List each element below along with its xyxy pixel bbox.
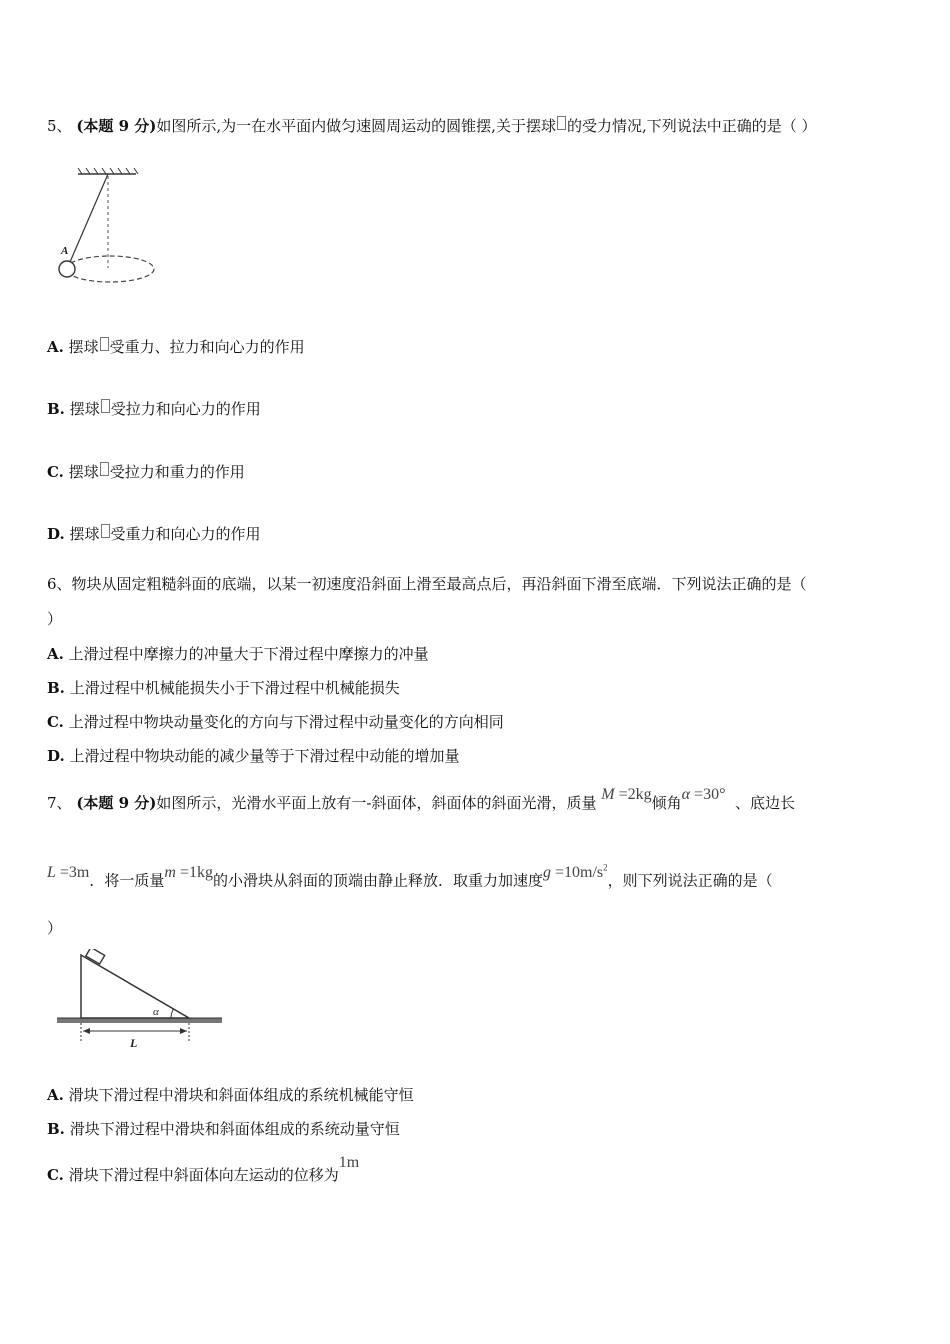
length-label: L [130,1036,138,1050]
q7-incline-figure [55,949,231,1055]
circular-path [66,256,154,282]
alpha-label: α [153,1006,159,1018]
q5-option-a: A. 摆球 受重力、拉力和向心力的作用 [47,338,305,356]
q6-option-a: A. 上滑过程中摩擦力的冲量大于下滑过程中摩擦力的冲量 [47,645,429,663]
q7-stem-end: ） [47,919,63,937]
q5-conical-pendulum-figure [52,164,164,288]
missing-glyph-icon [101,399,110,413]
ceiling-hatch [78,168,138,174]
q6-stem-end: ） [47,610,63,628]
length-expression: L =3m [47,864,90,882]
q7-option-a: A. 滑块下滑过程中滑块和斜面体组成的系统机械能守恒 [47,1086,414,1104]
q6-option-c: C. 上滑过程中物块动量变化的方向与下滑过程中动量变化的方向相同 [47,713,504,731]
missing-glyph-icon [101,524,110,538]
bob-label: A [61,245,69,257]
gravity-expression: $g =10m/s^2$ [543,863,608,882]
q7-option-c: C. 滑块下滑过程中斜面体向左运动的位移为1m [47,1154,360,1184]
q5-number: 5、 [47,117,72,135]
displacement-value: 1m [338,1154,360,1171]
q5-option-b: B. 摆球 受拉力和向心力的作用 [47,400,261,418]
missing-glyph-icon [100,337,109,351]
pendulum-bob [59,261,75,277]
q5-option-d: D. 摆球 受重力和向心力的作用 [47,525,261,543]
q5-points: (本题 9 分) [76,117,157,135]
small-mass-expression: m =1kg [164,864,213,882]
q6-option-b: B. 上滑过程中机械能损失小于下滑过程中机械能损失 [47,679,400,697]
pendulum-string [70,174,108,262]
incline-body [81,955,189,1018]
q5-stem-b: 的受力情况,下列说法中正确的是（ ） [566,117,817,135]
q7-option-b: B. 滑块下滑过程中滑块和斜面体组成的系统动量守恒 [47,1120,400,1138]
angle-expression: α =30° [681,786,726,803]
q5-stem-a: 如图所示,为一在水平面内做匀速圆周运动的圆锥摆,关于摆球 [156,117,556,135]
missing-glyph-icon [100,462,109,476]
q6-option-d: D. 上滑过程中物块动能的减少量等于下滑过程中动能的增加量 [47,747,460,765]
q5-stem [47,116,817,136]
missing-glyph-icon [557,116,566,130]
q7-stem-line1: 7、 (本题 9 分)如图所示，光滑水平面上放有一-斜面体，斜面体的斜面光滑，质量 M =2kg倾角α =30° 、底边长 [47,786,796,812]
q7-stem-line2: L =3m．将一质量m =1kg的小滑块从斜面的顶端由静止释放．取重力加速度$g =10m/s^2$，则下列说法正确的是（ [47,863,773,890]
q6-stem: 6、物块从固定粗糙斜面的底端，以某一初速度沿斜面上滑至最高点后，再沿斜面下滑至底端．下列说法正确的是（ [47,575,807,593]
mass-expression: M =2kg [601,786,652,803]
q5-option-c: C. 摆球 受拉力和重力的作用 [47,463,245,481]
